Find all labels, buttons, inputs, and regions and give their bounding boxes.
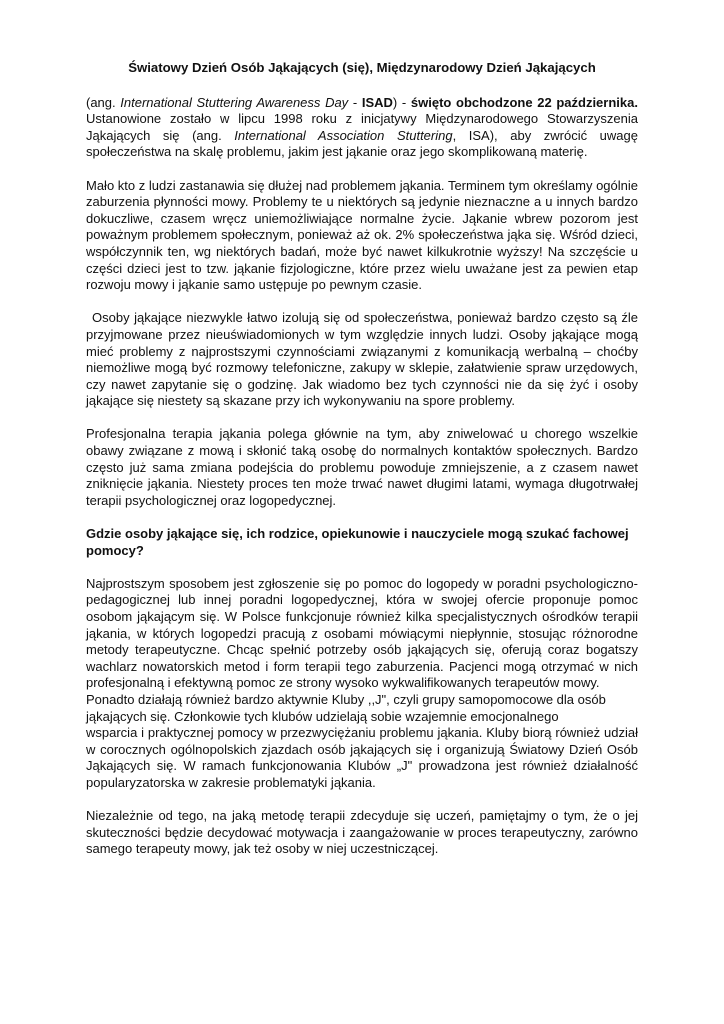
paragraph-help-options: Najprostszym sposobem jest zgłoszenie się po pomoc do logopedy w poradni psychologiczno-pedagogicznej lub innej poradni logopedycznej, która w swojej ofercie proponuje pomoc osobom jąkającym się. W Polsce funkcjonuje również kilka specjalistycznych ośrodków terapii jąkania, w których logopedzi pracują z osobami mówiącymi niepłynnie, stosując różnorodne metody terapeutyczne. Chcąc spełnić potrzeby osób jąkających się, oferują coraz bogatszy wachlarz nowatorskich metod i form terapii tego zaburzenia. Pacjenci mogą otrzymać w nich profesjonalną i efektywną pomoc ze strony wysoko wykwalifikowanych terapeutów mowy. xyxy=(86,575,638,691)
intro-date: święto obchodzone 22 października. xyxy=(410,94,638,110)
intro-text-2: - xyxy=(348,94,362,110)
intro-english-name: International Stuttering Awareness Day xyxy=(120,94,349,110)
intro-paragraph xyxy=(86,95,638,161)
paragraph-clubs: wsparcia i praktycznej pomocy w przezwyciężaniu problemu jąkania. Kluby biorą również udział w corocznych ogólnopolskich zjazdach osób jąkających się i organizują Światowy Dzień Osób Jąkających się. W ramach funkcjonowania Klubów „J" prowadzona jest również działalność popularyzatorska w zakresie problematyki jąkania. xyxy=(86,725,638,790)
paragraph-isolation: Osoby jąkające niezwykle łatwo izolują się od społeczeństwa, ponieważ bardzo często są źle przyjmowane przez nieuświadomionych w tym względzie innych ludzi. Osoby jąkające mogą mieć problemy z najprostszymi czynnościami związanymi z komunikacją werbalną – choćby niemożliwe mogą być rozmowy telefoniczne, zakupy w sklepie, załatwienie spraw urzędowych, czy nawet zapytanie się o godzinę. Jak wiadomo bez tych czynności nie da się żyć i osoby jąkające się niestety są skazane przy ich wykonywaniu na spore problemy. xyxy=(86,310,638,409)
intro-text-3: ) - xyxy=(392,94,411,110)
document-title: Światowy Dzień Osób Jąkających (się), Międzynarodowy Dzień Jąkających xyxy=(128,60,596,75)
paragraph-clubs-intro: Ponadto działają również bardzo aktywnie Kluby ,,J", czyli grupy samopomocowe dla osób jąkających się. Członkowie tych klubów udzielają sobie wzajemnie emocjonalnego xyxy=(86,691,606,724)
intro-text-4: Ustanowione zostało w lipcu 1998 roku z inicjatywy Międzynarodowego Stowarzyszenia Jąkających się (ang. xyxy=(86,111,638,143)
intro-text-5: , ISA), aby zwrócić uwagę społeczeństwa na skalę problemu, jakim jest jąkanie oraz jego skomplikowaną materię. xyxy=(86,127,638,160)
intro-acronym: ISAD xyxy=(361,94,393,110)
paragraph-therapy: Profesjonalna terapia jąkania polega głównie na tym, aby zniwelować u chorego wszelkie obawy związane z mową i skłonić taką osobę do normalnych kontaktów społecznych. Bardzo często już sama zmiana podejścia do problemu powoduje zmniejszenie, a z czasem nawet zniknięcie jąkania. Niestety proces ten może trwać nawet długimi latami, wymaga długotrwałej terapii psychologicznej oraz logopedycznej. xyxy=(86,426,638,508)
document-page xyxy=(86,60,638,875)
paragraph-conclusion: Niezależnie od tego, na jaką metodę terapii zdecyduje się uczeń, pamiętajmy o tym, że o jej skuteczności będzie decydować motywacja i zaangażowanie w proces terapeutyczny, zarówno samego terapeuty mowy, jak też osoby w niej uczestniczącej. xyxy=(86,808,638,857)
intro-text-1: (ang. xyxy=(86,94,121,110)
section-heading: Gdzie osoby jąkające się, ich rodzice, opiekunowie i nauczyciele mogą szukać fachowej pomocy? xyxy=(86,526,629,558)
intro-association-name: International Association Stuttering xyxy=(234,127,453,143)
paragraph-stuttering-problem: Mało kto z ludzi zastanawia się dłużej nad problemem jąkania. Terminem tym określamy ogólnie zaburzenia płynności mowy. Problemy te u niektórych są jedynie nieznaczne a u innych bardzo dokuczliwe, czasem wręcz uniemożliwiające normalne życie. Jąkanie wbrew pozorom jest poważnym problemem społecznym, ponieważ aż ok. 2% społeczeństwa jąka się. Wśród dzieci, współczynnik ten, wg niektórych badań, może być nawet kilkukrotnie wyższy! Na szczęście u części dzieci jest to tzw. jąkanie fizjologiczne, które przez wielu uważane jest za pewien etap rozwoju mowy i jąkanie samo ustępuje po pewnym czasie. xyxy=(86,177,638,293)
